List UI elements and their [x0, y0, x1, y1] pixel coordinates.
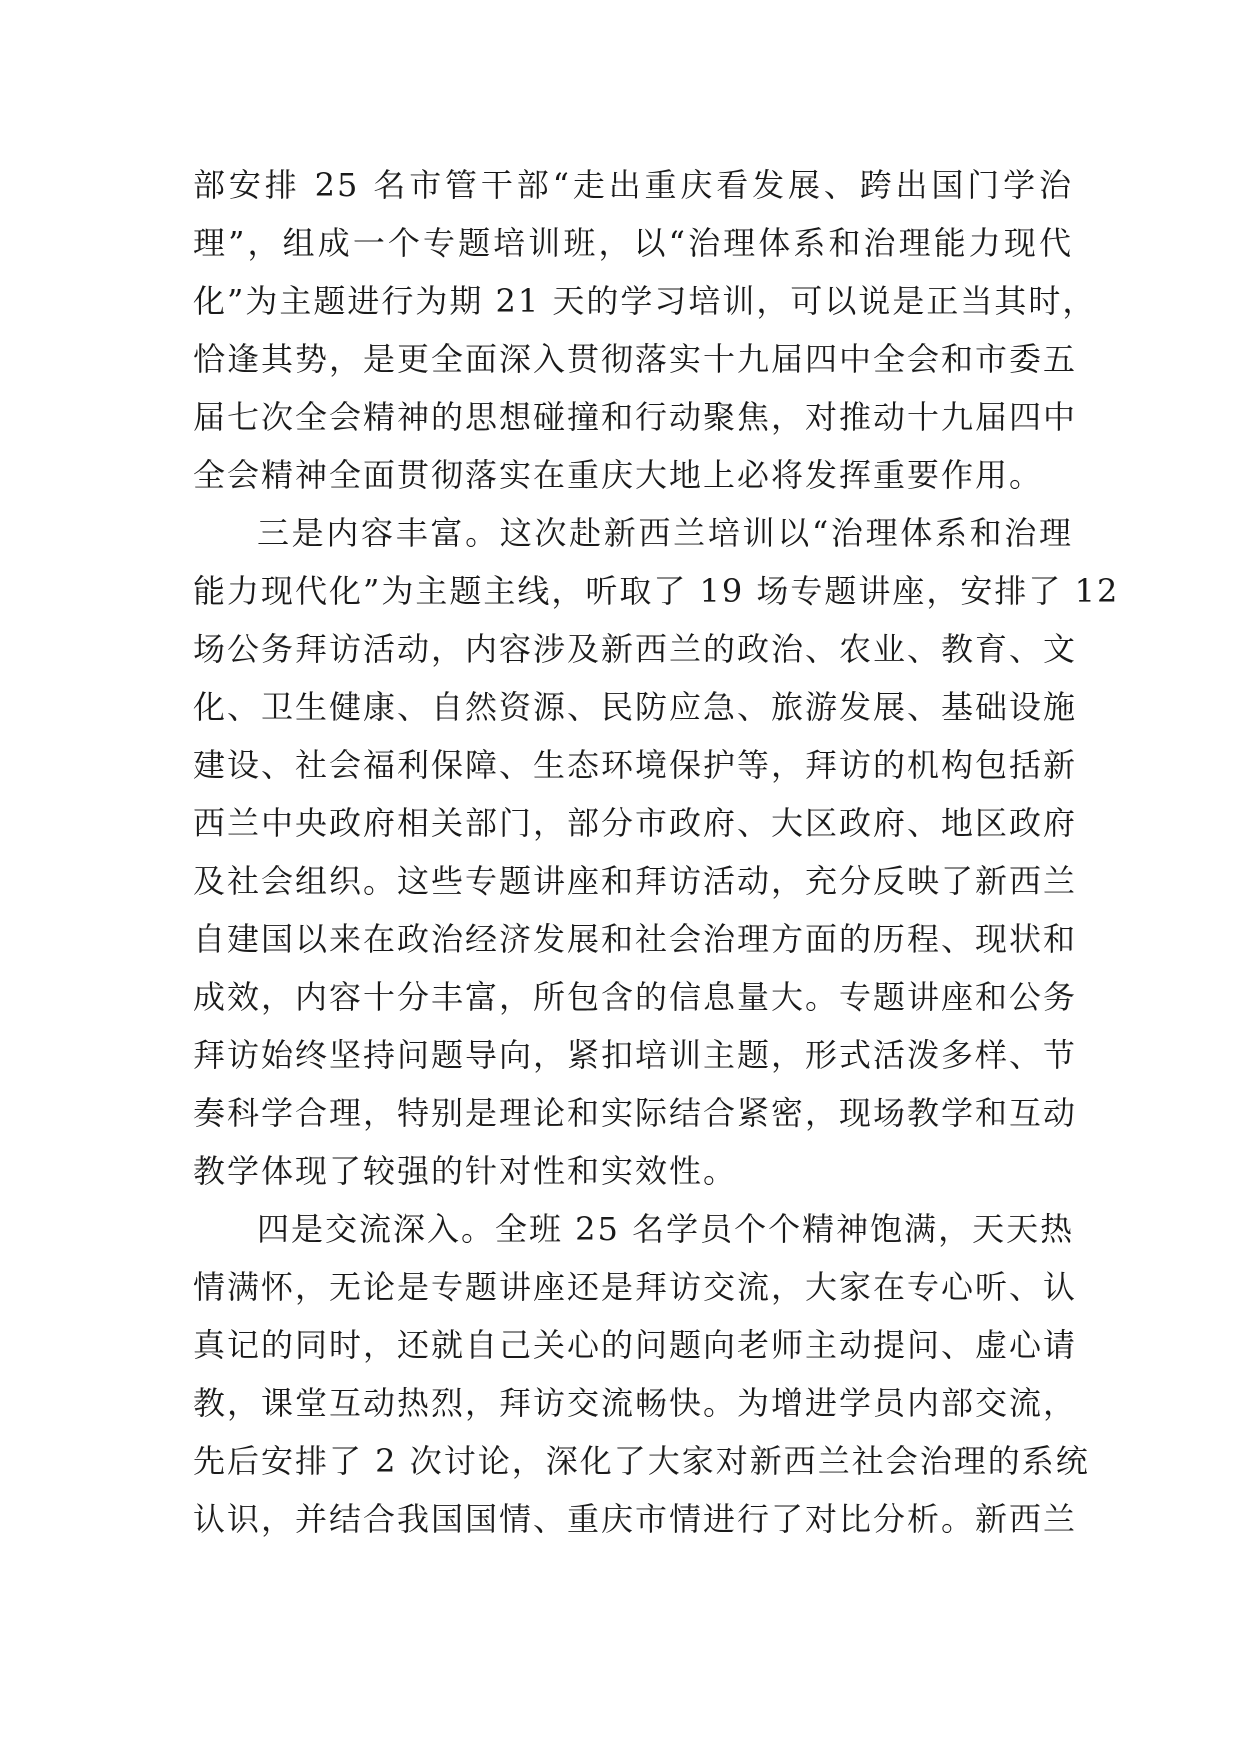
text-line: 建设、社会福利保障、生态环境保护等，拜访的机构包括新	[193, 746, 1078, 784]
paragraph-2	[193, 504, 1120, 1200]
text-line: 能力现代化”为主题主线，听取了 19 场专题讲座，安排了 12	[193, 572, 1120, 610]
text-line: 及社会组织。这些专题讲座和拜访活动，充分反映了新西兰	[193, 862, 1078, 900]
text-line: 三是内容丰富。这次赴新西兰培训以“治理体系和治理	[257, 514, 1073, 552]
text-line: 部安排 25 名市管干部“走出重庆看发展、跨出国门学治	[193, 166, 1073, 204]
text-line: 化、卫生健康、自然资源、民防应急、旅游发展、基础设施	[193, 688, 1078, 726]
text-line: 场公务拜访活动，内容涉及新西兰的政治、农业、教育、文	[193, 630, 1078, 668]
text-line: 教学体现了较强的针对性和实效性。	[193, 1152, 738, 1190]
text-line: 认识，并结合我国国情、重庆市情进行了对比分析。新西兰	[193, 1500, 1078, 1538]
text-line: 情满怀，无论是专题讲座还是拜访交流，大家在专心听、认	[193, 1268, 1078, 1306]
text-line: 西兰中央政府相关部门，部分市政府、大区政府、地区政府	[193, 804, 1078, 842]
text-line: 四是交流深入。全班 25 名学员个个精神饱满，天天热	[257, 1210, 1075, 1248]
text-line: 届七次全会精神的思想碰撞和行动聚焦，对推动十九届四中	[193, 398, 1078, 436]
text-line: 成效，内容十分丰富，所包含的信息量大。专题讲座和公务	[193, 978, 1078, 1016]
text-line: 自建国以来在政治经济发展和社会治理方面的历程、现状和	[193, 920, 1078, 958]
text-line: 奏科学合理，特别是理论和实际结合紧密，现场教学和互动	[193, 1094, 1078, 1132]
body-text	[193, 156, 1120, 1548]
text-line: 恰逢其势，是更全面深入贯彻落实十九届四中全会和市委五	[193, 340, 1078, 378]
text-line: 先后安排了 2 次讨论，深化了大家对新西兰社会治理的系统	[193, 1442, 1090, 1480]
text-line: 真记的同时，还就自己关心的问题向老师主动提问、虚心请	[193, 1326, 1078, 1364]
text-line: 全会精神全面贯彻落实在重庆大地上必将发挥重要作用。	[193, 456, 1044, 494]
paragraph-1	[193, 156, 1097, 504]
text-line: 教，课堂互动热烈，拜访交流畅快。为增进学员内部交流，	[193, 1384, 1078, 1422]
text-line: 化”为主题进行为期 21 天的学习培训，可以说是正当其时，	[193, 282, 1097, 320]
text-line: 理”，组成一个专题培训班，以“治理体系和治理能力现代	[193, 224, 1073, 262]
paragraph-3	[193, 1200, 1090, 1548]
text-line: 拜访始终坚持问题导向，紧扣培训主题，形式活泼多样、节	[193, 1036, 1078, 1074]
